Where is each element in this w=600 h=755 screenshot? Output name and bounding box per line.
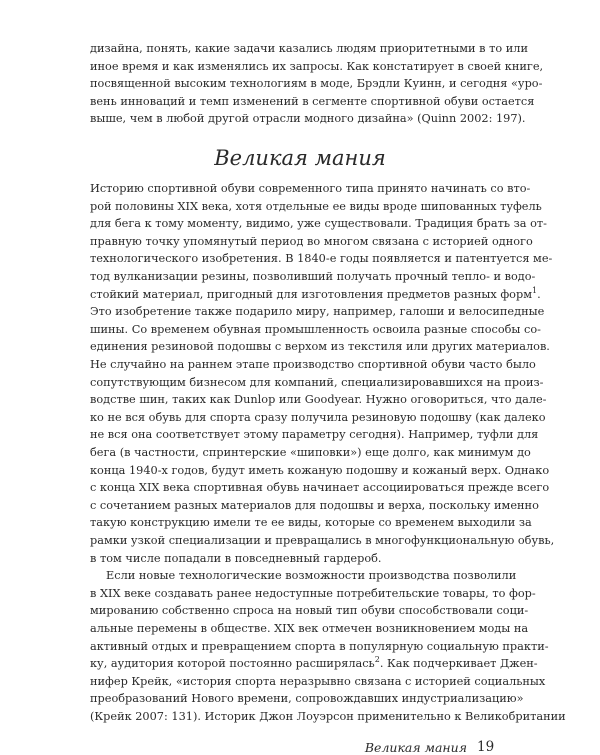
text-line: с сочетанием разных материалов для подошвы и верха, поскольку именно	[90, 498, 539, 512]
text-line: стойкий материал, пригодный для изготовления предметов разных форм$^1$.	[90, 285, 541, 301]
text-line: мированию собственно спроса на новый тип обуви способствовали соци-	[90, 604, 529, 618]
text-line: с конца XIX века спортивная обувь начинает ассоциироваться прежде всего	[90, 481, 550, 495]
text-line: преобразований Нового времени, сопровождавших индустриализацию»	[90, 692, 524, 706]
text-line: Не случайно на раннем этапе производство спортивной обуви часто было	[90, 358, 536, 371]
text-line: в XIX веке создавать ранее недоступные потребительские товары, то фор-	[90, 586, 536, 600]
text-line: посвященной высоким технологиям в моде, Брэдли Куинн, и сегодня «уро-	[90, 77, 543, 91]
text-line: иное время и как изменялись их запросы. Как констатирует в своей книге,	[90, 59, 544, 73]
footnote-marker[interactable]: 1	[532, 285, 538, 295]
text-line-content: стойкий материал, пригодный для изготовления предметов разных форм	[90, 287, 532, 301]
footnote-marker[interactable]: 2	[374, 655, 380, 665]
text-line: бега (в частности, спринтерские «шиповки») еще долго, как минимум до	[90, 446, 531, 459]
running-title: Великая мания	[364, 739, 467, 755]
section-heading: Великая мания	[214, 146, 386, 170]
text-line: для бега к тому моменту, видимо, уже существовали. Традиция брать за от-	[90, 217, 547, 231]
text-line: (Крейк 2007: 131). Историк Джон Лоуэрсон применительно к Великобритании	[90, 710, 566, 723]
text-line: нифер Крейк, «история спорта неразрывно связана с историей социальных	[90, 674, 546, 688]
text-line: рамки узкой специализации и превращались в многофункциональную обувь,	[90, 534, 555, 547]
text-line: сопутствующим бизнесом для компаний, специализировавшихся на произ-	[90, 375, 544, 389]
text-line: ко не вся обувь для спорта сразу получила резиновую подошву (как далеко	[90, 410, 546, 424]
text-line: не вся она соответствует этому параметру сегодня). Например, туфли для	[90, 428, 539, 442]
text-line: в том числе попадали в повседневный гардероб.	[90, 551, 382, 565]
text-line: выше, чем в любой другой отрасли модного дизайна» (Quinn 2002: 197).	[90, 112, 526, 126]
text-line: вень инноваций и темп изменений в сегменте спортивной обуви остается	[90, 94, 535, 108]
text-line: технологического изобретения. В 1840-е годы появляется и патентуется ме-	[90, 252, 553, 266]
text-line: дизайна, понять, какие задачи казались людям приоритетными в то или	[90, 42, 528, 55]
text-line: шины. Со временем обувная промышленность освоила разные способы со-	[90, 322, 541, 336]
page-number: 19	[477, 738, 495, 755]
text-line: Если новые технологические возможности производства позволили	[106, 569, 517, 583]
text-line: альные перемены в обществе. XIX век отмечен возникновением моды на	[90, 622, 529, 635]
text-line: Это изобретение также подарило миру, например, галоши и велосипедные	[90, 305, 545, 319]
text-line-tail: . Как подчеркивает Джен-	[379, 657, 538, 671]
text-line: единения резиновой подошвы с верхом из текстиля или других материалов.	[90, 340, 550, 354]
text-line-content: ку, аудитория которой постоянно расширялась	[90, 657, 375, 671]
text-line: активный отдых и превращением спорта в популярную социальную практи-	[90, 639, 549, 653]
text-line: тод вулканизации резины, позволивший получать прочный тепло- и водо-	[90, 270, 536, 283]
text-line: рой половины XIX века, хотя отдельные ее виды вроде шипованных туфель	[90, 199, 542, 213]
text-line: правную точку упомянутый период во многом связана с историей одного	[90, 234, 533, 248]
text-line: конца 1940-х годов, будут иметь кожаную подошву и кожаный верх. Однако	[90, 463, 550, 477]
text-line: водстве шин, таких как Dunlop или Goodyear. Нужно оговориться, что дале-	[90, 393, 547, 407]
text-line: такую конструкцию имели те ее виды, которые со временем выходили за	[90, 516, 532, 530]
text-line: Историю спортивной обуви современного типа принято начинать со вто-	[90, 182, 531, 195]
